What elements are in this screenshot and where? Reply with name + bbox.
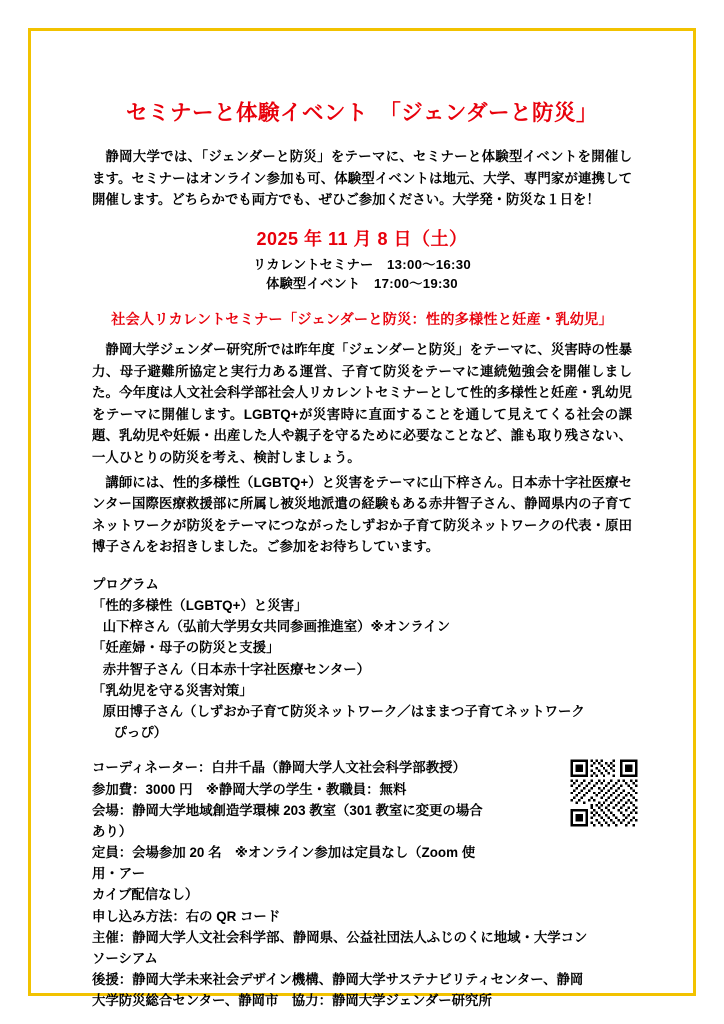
program-item: 赤井智子さん（日本赤十字社医療センター） (102, 661, 370, 677)
info-line-support-cont: 大学防災総合センター、静岡市 協力：静岡大学ジェンダー研究所 (92, 993, 492, 1009)
info-line-fee: 参加費：3000 円 ※静岡大学の学生・教職員：無料 (92, 781, 407, 797)
spacer (92, 562, 632, 574)
program-item: 「性的多様性（LGBTQ+）と災害」 (92, 598, 308, 614)
info-section (92, 757, 632, 1011)
program-item: 「妊産婦・母子の防災と支援」 (92, 640, 280, 656)
page-title: セミナーと体験イベント 「ジェンダーと防災」 (126, 101, 598, 125)
info-line-support: 後援：静岡大学未来社会デザイン機構、静岡大学サステナビリティセンター、静岡 (92, 972, 584, 988)
section-subtitle: 社会人リカレントセミナー「ジェンダーと防災：性的多様性と妊産・乳幼児」 (111, 312, 613, 329)
info-line-application: 申し込み方法：右の QR コード (92, 908, 281, 924)
info-line-organizer: 主催：静岡大学人文社会科学部、静岡県、公益社団法人ふじのくに地域・大学コン (92, 929, 588, 945)
event-date: 2025 年 11 月 8 日（土） (256, 229, 468, 250)
body-paragraph-2: 講師には、性的多様性（LGBTQ+）と災害をテーマに山下梓さん。日本赤十字社医療センター国際医療救援部に所属し被災地派遣の経験もある赤井智子さん、静岡県内の子育てネットワークが防災をテーマにつながったしずおか子育て防災ネットワークの代表・原田博子さんをお招きしました。ご参加をお待ちしています。 (92, 474, 632, 555)
info-line-organizer-cont: ソーシアム (92, 950, 158, 966)
qr-code-icon[interactable] (568, 757, 640, 829)
info-line-venue: 会場：静岡大学地域創造学環棟 203 教室（301 教室に変更の場合あり） (92, 802, 483, 839)
flyer-content (92, 100, 632, 1011)
info-lines (92, 757, 632, 1011)
program-item: ぴっぴ） (113, 725, 167, 741)
info-line-capacity-cont: カイブ配信なし） (92, 887, 199, 903)
program-heading: プログラム (92, 576, 159, 592)
info-line-coordinator: コーディネーター：白井千晶（静岡大学人文社会科学部教授） (92, 760, 466, 776)
info-line-capacity: 定員：会場参加 20 名 ※オンライン参加は定員なし（Zoom 使用・アー (92, 845, 476, 882)
intro-paragraph: 静岡大学では、「ジェンダーと防災」をテーマに、セミナーと体験型イベントを開催します。セミナーはオンライン参加も可、体験型イベントは地元、大学、専門家が連携して開催します。どちらかでも両方でも、ぜひご参加ください。大学発・防災な１日を！ (92, 148, 632, 208)
program-item: 原田博子さん（しずおか子育て防災ネットワーク／はままつ子育てネットワーク (102, 704, 585, 719)
event-time-seminar: リカレントセミナー 13:00～16:30 (253, 257, 471, 273)
body-paragraph-1: 静岡大学ジェンダー研究所では昨年度「ジェンダーと防災」をテーマに、災害時の性暴力、母子避難所協定と実行力ある運営、子育て防災をテーマに連続勉強会を開催しました。今年度は人文社会科学部社会人リカレントセミナーとして性的多様性と妊産・乳幼児をテーマに開催します。LGBTQ+が災害時に直面することを通して見えてくる社会の課題、乳幼児や妊娠・出産した人や親子を守るために必要なことなど、誰も取り残さない、一人ひとりの防災を考え、検討しましょう。 (92, 342, 632, 465)
program-item: 「乳幼児を守る災害対策」 (92, 682, 253, 698)
event-time-experience: 体験型イベント 17:00～19:30 (266, 276, 458, 292)
program-item: 山下梓さん（弘前大学男女共同参画推進室）※オンライン (102, 619, 451, 635)
